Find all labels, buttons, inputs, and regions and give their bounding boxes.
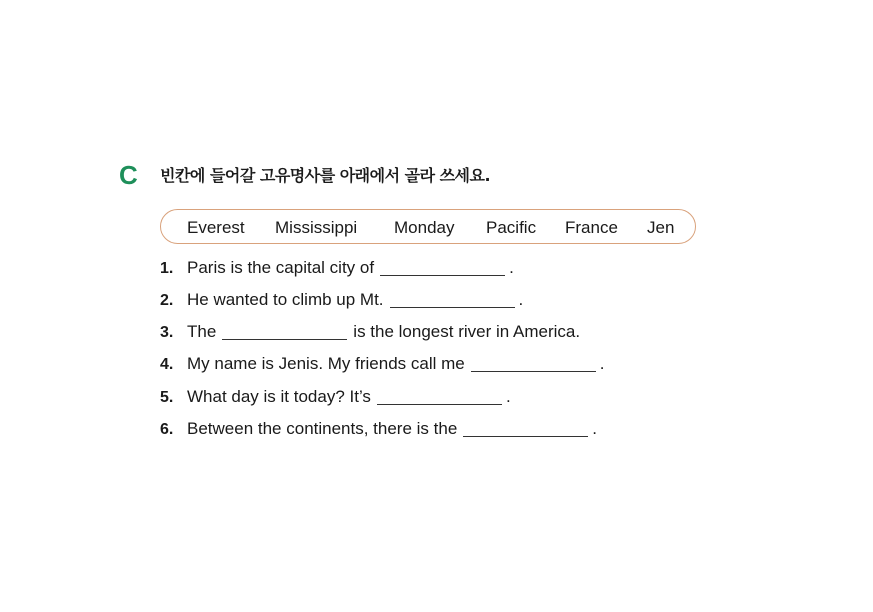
question-text: He wanted to climb up Mt.: [187, 290, 384, 309]
answer-blank[interactable]: [471, 353, 596, 372]
question-number: 3.: [160, 324, 174, 341]
word-bank: [160, 209, 696, 244]
word-bank-item: Everest: [187, 218, 245, 237]
word-bank-item: Monday: [394, 218, 455, 237]
question-number: 2.: [160, 292, 174, 309]
question-item: [160, 352, 604, 376]
answer-blank[interactable]: [377, 386, 502, 405]
question-text: My name is Jenis. My friends call me: [187, 354, 465, 373]
instruction-text: 빈칸에 들어갈 고유명사를 아래에서 골라 쓰세요.: [160, 166, 491, 185]
question-text: .: [505, 387, 511, 406]
question-text: Between the continents, there is the: [187, 419, 458, 438]
question-text: .: [518, 290, 524, 309]
question-text: Paris is the capital city of: [187, 258, 375, 277]
answer-blank[interactable]: [390, 289, 515, 308]
question-item: [160, 320, 580, 344]
answer-blank[interactable]: [380, 257, 505, 276]
word-bank-item: France: [565, 218, 618, 237]
question-item: [160, 256, 514, 280]
question-number: 1.: [160, 260, 174, 277]
question-text: What day is it today? It’s: [187, 387, 371, 406]
word-bank-item: Pacific: [486, 218, 537, 237]
word-bank-item: Mississippi: [275, 218, 358, 237]
question-number: 4.: [160, 356, 174, 373]
answer-blank[interactable]: [463, 418, 588, 437]
question-number: 5.: [160, 389, 174, 406]
question-item: [160, 385, 511, 409]
question-text: .: [599, 354, 605, 373]
section-letter: C: [119, 160, 138, 190]
question-text: .: [509, 258, 514, 277]
word-bank-item: Jen: [647, 218, 675, 237]
question-text: .: [592, 419, 598, 438]
question-item: [160, 288, 523, 312]
question-text: The: [187, 322, 217, 341]
question-text: is the longest river in America.: [353, 322, 581, 341]
question-number: 6.: [160, 421, 174, 438]
answer-blank[interactable]: [222, 321, 347, 340]
question-item: [160, 417, 597, 441]
